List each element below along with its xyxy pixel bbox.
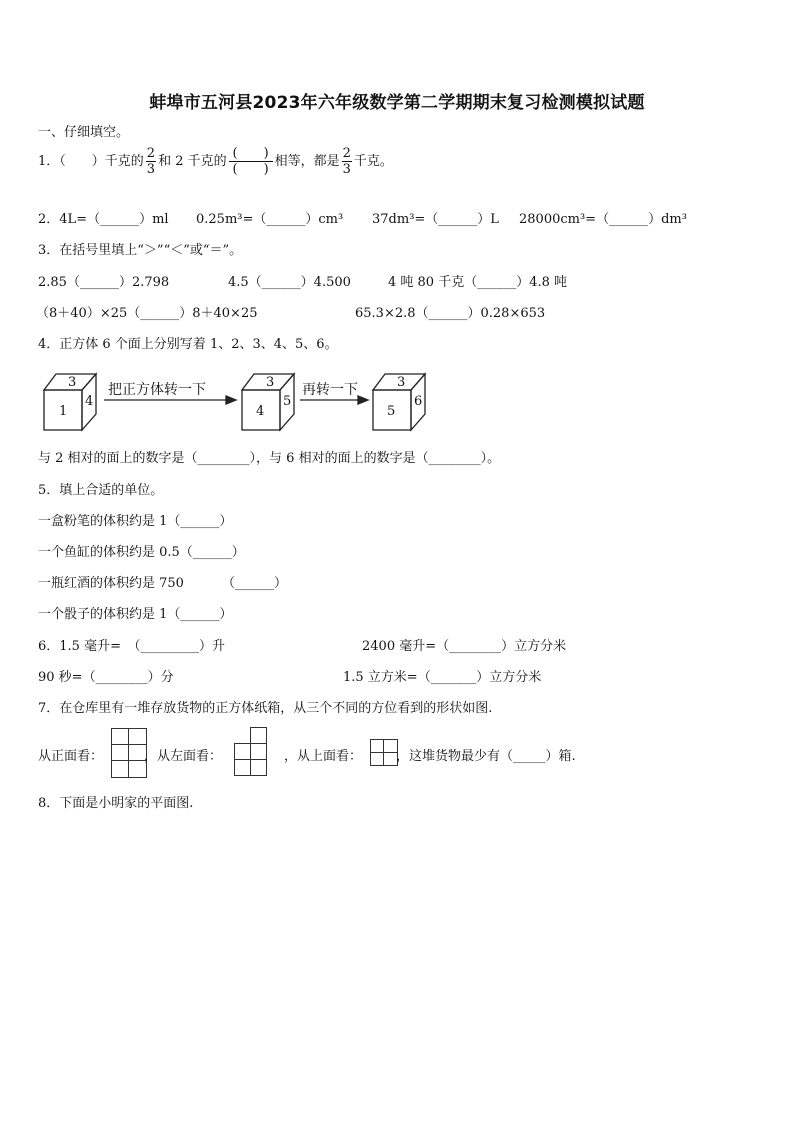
cube3-front-number: 5	[387, 404, 396, 419]
fraction-two-thirds	[146, 146, 156, 177]
q2-part-c: 37dm³=（______）L	[372, 212, 499, 227]
q6-part-c: 90 秒=（________）分	[38, 670, 174, 685]
q7-left-label: ，从左面看：	[144, 749, 223, 764]
q2-part-d: 28000cm³=（______）dm³	[519, 212, 687, 227]
q1-lead-text: 1．（ ）千克的	[38, 154, 144, 169]
q5-item-c-blank: （______）	[222, 576, 288, 591]
q6-part-d: 1.5 立方米=（_______）立方分米	[343, 670, 542, 685]
q5-item-b: 一个鱼缸的体积约是 0.5（______）	[38, 545, 245, 560]
q3-stem: 3．在括号里填上“＞”“＜”或“＝”。	[38, 243, 243, 258]
cube1-top-number: 3	[68, 375, 77, 390]
q5-item-d: 一个骰子的体积约是 1（______）	[38, 607, 233, 622]
cube-rotation-figure	[40, 366, 440, 436]
q2-part-a: 2．4L=（______）ml	[38, 212, 169, 227]
cube3-top-number: 3	[397, 375, 406, 390]
fraction-denominator: 3	[342, 162, 351, 177]
q7-front-label: 从正面看：	[38, 749, 104, 764]
q7-top-label: ，从上面看：	[284, 749, 363, 764]
cube2-front-number: 4	[256, 404, 265, 419]
q6-part-b: 2400 毫升=（________）立方分米	[362, 639, 567, 654]
cube2-top-number: 3	[266, 375, 275, 390]
q3-part-e: 65.3×2.8（______）0.28×653	[355, 306, 546, 321]
fraction-numerator: 2	[342, 146, 351, 161]
fraction-denominator: 3	[146, 162, 156, 177]
cube3-side-number: 6	[414, 394, 423, 409]
q3-part-d: （8＋40）×25（______）8＋40×25	[36, 306, 258, 321]
q5-item-c: 一瓶红酒的体积约是 750	[38, 576, 184, 591]
q5-stem: 5．填上合适的单位。	[38, 483, 164, 498]
cube2-side-number: 5	[283, 394, 292, 409]
q2-part-b: 0.25m³=（______）cm³	[196, 212, 344, 227]
q1-after-text: 相等，都是	[274, 154, 340, 169]
fraction-numerator: 2	[146, 146, 156, 161]
fraction-numerator-blank: ( )	[229, 146, 273, 162]
front-view-grid	[111, 728, 147, 778]
q3-part-a: 2.85（______）2.798	[38, 275, 170, 290]
arrow1-label: 把正方体转一下	[108, 382, 206, 398]
q7-stem: 7．在仓库里有一堆存放货物的正方体纸箱，从三个不同的方位看到的形状如图.	[38, 701, 493, 716]
q5-item-a: 一盒粉笔的体积约是 1（______）	[38, 514, 233, 529]
page-title: 蚌埠市五河县2023年六年级数学第二学期期末复习检测模拟试题	[149, 93, 645, 113]
cube1-side-number: 4	[85, 394, 94, 409]
fraction-denominator-blank: ( )	[232, 162, 269, 177]
q6-part-a: 6．1.5 毫升= （_________）升	[38, 639, 225, 654]
fraction-two-thirds-second	[342, 146, 352, 177]
top-view-grid	[370, 739, 398, 766]
q1-mid-text: 和 2 千克的	[158, 154, 227, 169]
arrow2-label: 再转一下	[302, 382, 358, 398]
q3-part-c: 4 吨 80 千克（______）4.8 吨	[388, 275, 568, 290]
q4-answer-line: 与 2 相对的面上的数字是（________），与 6 相对的面上的数字是（________）。	[38, 451, 501, 466]
section-heading: 一、仔细填空。	[38, 125, 130, 140]
q1-tail-text: 千克。	[353, 154, 393, 169]
q4-stem: 4．正方体 6 个面上分别写着 1、2、3、4、5、6。	[38, 337, 338, 352]
left-view-grid	[233, 726, 269, 778]
q7-tail-text: ，这堆货物最少有（_____）箱.	[396, 749, 576, 764]
cube1-front-number: 1	[59, 404, 68, 419]
q8-stem: 8．下面是小明家的平面图.	[38, 796, 194, 811]
question-1	[38, 146, 393, 177]
fraction-blank	[229, 146, 273, 177]
q3-part-b: 4.5（______）4.500	[228, 275, 351, 290]
